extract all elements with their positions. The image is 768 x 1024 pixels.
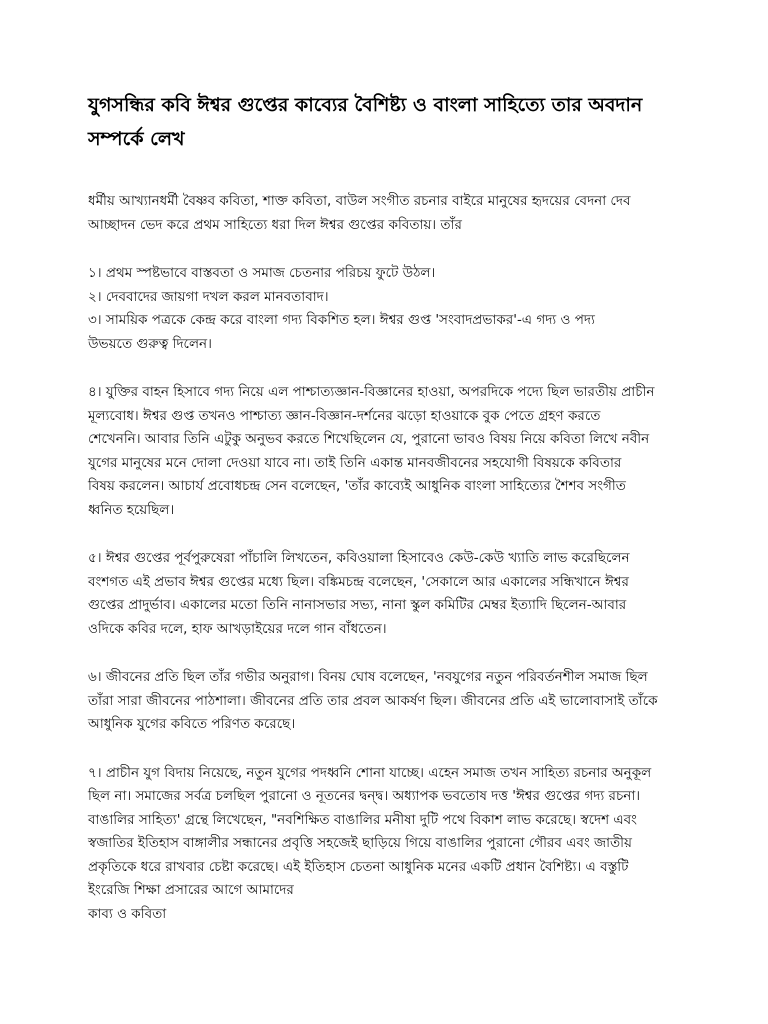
text-line: ইংরেজি শিক্ষা প্রসারের আগে আমাদের [88, 882, 294, 898]
text-line: উভয়তে গুরুত্ব দিলেন। [88, 335, 212, 352]
text-line: ধর্মীয় আখ্যানধর্মী বৈষ্ণব কবিতা, শাক্ত কবিতা, বাউল সংগীত রচনার বাইরে মানুষের হৃদয়ের বেদনা দেব [88, 193, 631, 209]
point-6-paragraph [88, 666, 736, 737]
text-line: শেখেননি। আবার তিনি এটুকু অনুভব করতে শিখেছিলেন যে, পুরানো ভাবও বিষয় নিয়ে কবিতা লিখে নবীন [88, 431, 650, 447]
text-line: মূল্যবোধ। ঈশ্বর গুপ্ত তখনও পাশ্চাত্য জ্ঞান-বিজ্ঞান-দর্শনের ঝড়ো হাওয়াকে বুক পেতে গ্রহণ করতে [88, 407, 601, 424]
text-line: ৫। ঈশ্বর গুপ্তের পূর্বপুরুষেরা পাঁচালি লিখতেন, কবিওয়ালা হিসাবেও কেউ-কেউ খ্যাতি লাভ করেছিলেন [88, 550, 630, 566]
text-line: ধ্বনিত হয়েছিল। [88, 501, 175, 518]
text-line: স্বজাতির ইতিহাস বাঙ্গালীর সন্ধানের প্রবৃত্তি সহজেই ছাড়িয়ে গিয়ে বাঙালির পুরানো গৌরব এবং জাতীয় [88, 835, 632, 851]
text-line: প্রকৃতিকে ধরে রাখবার চেষ্টা করেছে। এই ইতিহাস চেতনা আধুনিক মনের একটি প্রধান বৈশিষ্ট্য। এ বস্তুটি [88, 858, 629, 875]
text-line: ২। দেববাদের জায়গা দখল করল মানবতাবাদ। [88, 288, 329, 305]
text-line: তাঁরা সারা জীবনের পাঠশালা। জীবনের প্রতি তার প্রবল আকর্ষণ ছিল। জীবনের প্রতি এই ভালোবাসাই তাঁকে [88, 692, 658, 709]
point-5-paragraph [88, 547, 736, 641]
text-line: ৬। জীবনের প্রতি ছিল তাঁর গভীর অনুরাগ। বিনয় ঘোষ বলেছেন, 'নবযুগের নতুন পরিবর্তনশীল সমাজ ছিল [88, 669, 648, 685]
text-line: ওদিকে কবির দলে, হাফ আখড়াইয়ের দলে গান বাঁধতেন। [88, 620, 387, 637]
text-line: কাব্য ও কবিতা [88, 905, 167, 922]
text-line: বিষয় করলেন। আচার্য প্রবোধচন্দ্র সেন বলেছেন, 'তাঁর কাব্যেই আধুনিক বাংলা সাহিত্যের শৈশব সংগীত [88, 478, 626, 494]
text-line: বাঙালির সাহিত্য' গ্রন্থে লিখেছেন, "নবশিক্ষিত বাঙালির মনীষা দুটি পথে বিকাশ লাভ করেছে। স্বদেশ এবং [88, 811, 637, 828]
page-title [88, 88, 736, 156]
title-line: যুগসন্ধির কবি ঈশ্বর গুপ্তের কাব্যের বৈশিষ্ট্য ও বাংলা সাহিত্যে তার অবদান [88, 94, 643, 116]
text-line: ৪। যুক্তির বাহন হিসাবে গদ্য নিয়ে এল পাশ্চাত্যজ্ঞান-বিজ্ঞানের হাওয়া, অপরদিকে পদ্যে ছিল ভারতীয় প্রাচীন [88, 384, 655, 400]
text-line: বংশগত এই প্রভাব ঈশ্বর গুপ্তের মধ্যে ছিল। বঙ্কিমচন্দ্র বলেছেন, 'সেকালে আর একালের সন্ধিখানে ঈশ্বর [88, 573, 629, 590]
text-line: গুপ্তের প্রাদুর্ভাব। একালের মতো তিনি নানাসভার সভ্য, নানা স্কুল কমিটির মেম্বর ইত্যাদি ছিলেন-আবার [88, 597, 627, 613]
intro-paragraph [88, 190, 736, 237]
text-line: আচ্ছাদন ভেদ করে প্রথম সাহিত্যে ধরা দিল ঈশ্বর গুপ্তের কবিতায়। তাঁর [88, 216, 462, 233]
text-line: ১। প্রথম স্পষ্টভাবে বাস্তবতা ও সমাজ চেতনার পরিচয় ফুটে উঠল। [88, 265, 436, 281]
document-page [88, 88, 736, 926]
points-1-3-paragraph [88, 262, 736, 356]
text-line: যুগের মানুষের মনে দোলা দেওয়া যাবে না। তাই তিনি একান্ত মানবজীবনের সহযোগী বিষয়কে কবিতার [88, 454, 622, 471]
point-7-paragraph [88, 762, 736, 927]
title-line: সম্পর্কে লেখ [88, 128, 185, 150]
point-4-paragraph [88, 381, 736, 522]
text-line: ছিল না। সমাজের সর্বত্র চলছিল পুরানো ও নূতনের দ্বন্দ্ব। অধ্যাপক ভবতোষ দত্ত 'ঈশ্বর গুপ্তের গদ্য রচনা। [88, 788, 641, 804]
text-line: ৭। প্রাচীন যুগ বিদায় নিয়েছে, নতুন যুগের পদধ্বনি শোনা যাচ্ছে। এহেন সমাজ তখন সাহিত্য রচনার অনুকূল [88, 764, 652, 781]
text-line: ৩। সাময়িক পত্রকে কেন্দ্র করে বাংলা গদ্য বিকশিত হল। ঈশ্বর গুপ্ত 'সংবাদপ্রভাকর'-এ গদ্য ও পদ্য [88, 312, 595, 328]
text-line: আধুনিক যুগের কবিতে পরিণত করেছে। [88, 716, 296, 732]
